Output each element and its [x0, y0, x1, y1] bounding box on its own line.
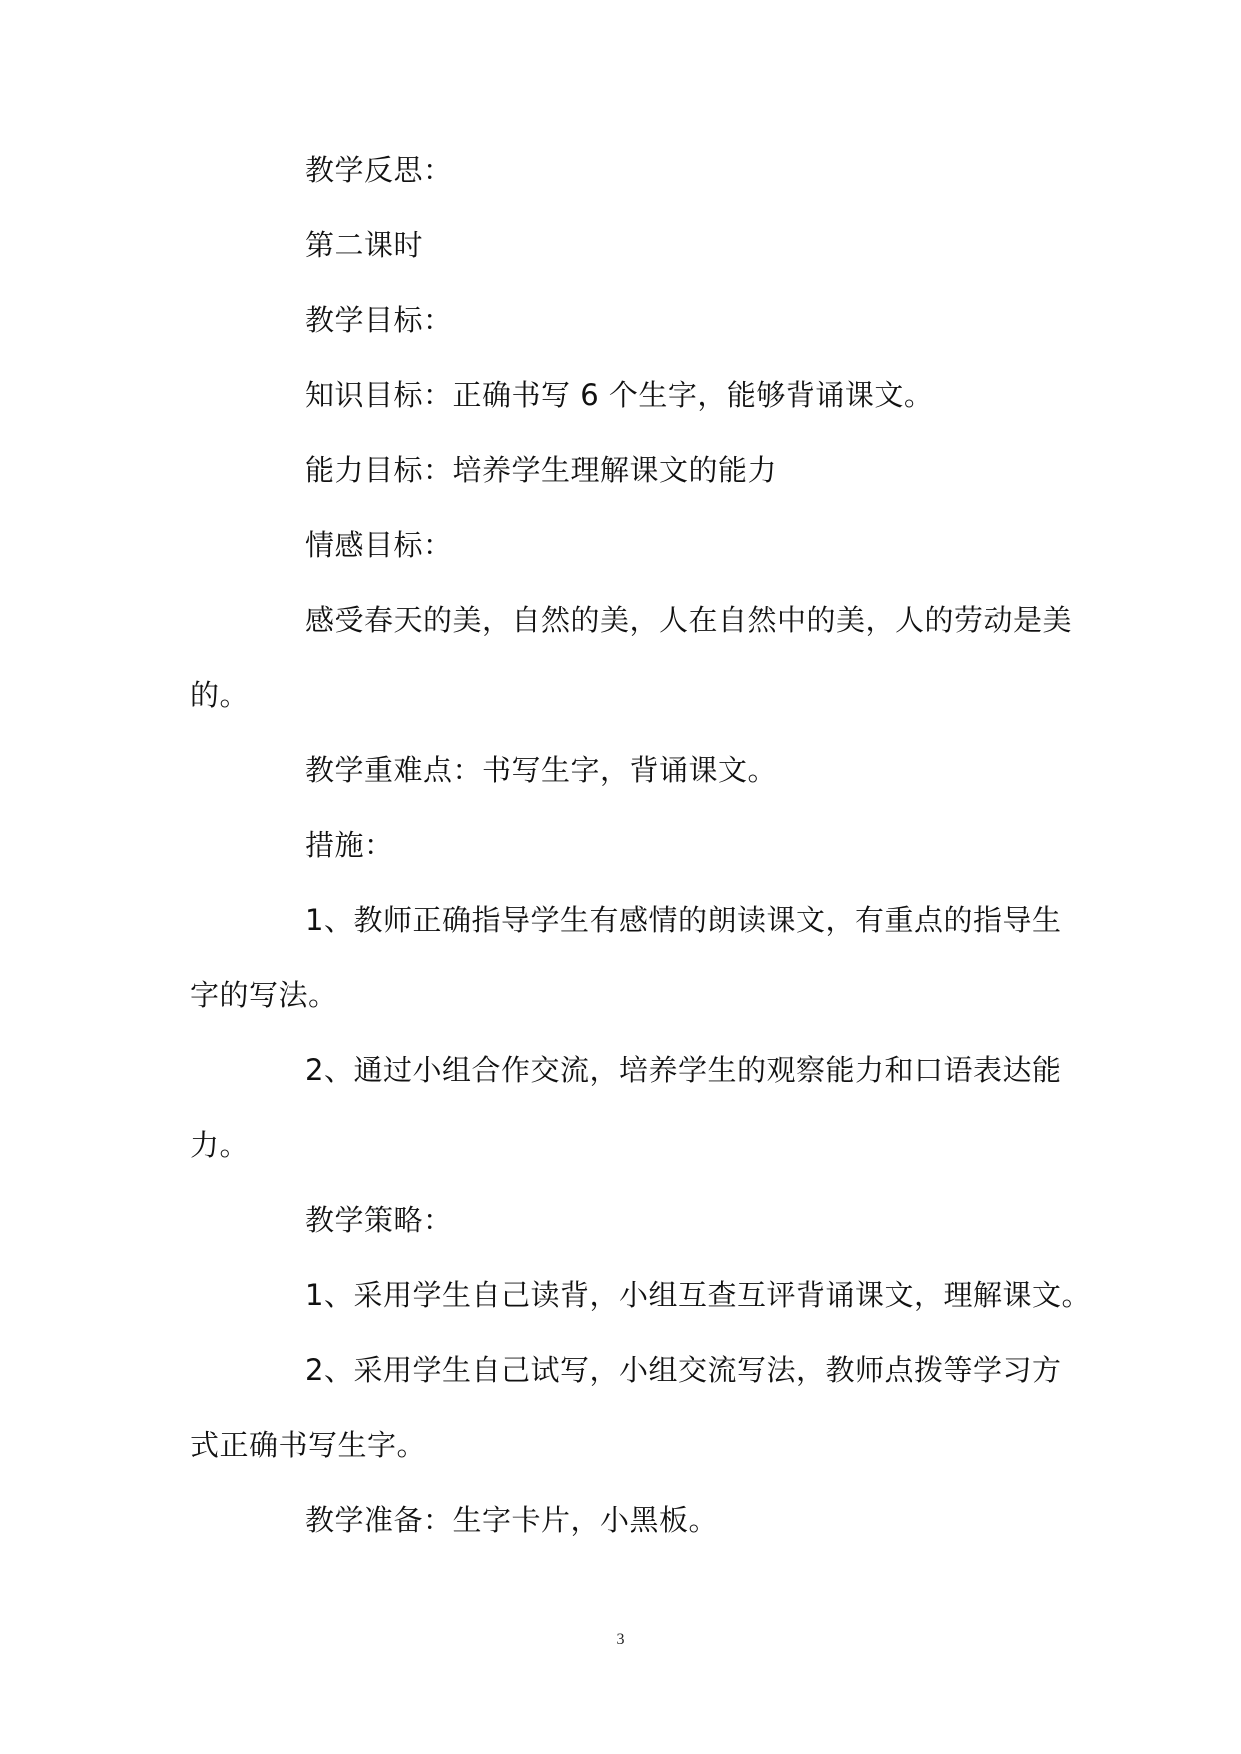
- measure-2-line-2: 力。: [190, 1128, 250, 1162]
- heading-second-lesson: 第二课时: [305, 228, 424, 262]
- measure-1-line-2: 字的写法。: [190, 978, 338, 1012]
- teaching-preparation-text: 教学准备：生字卡片，小黑板。: [305, 1503, 719, 1537]
- key-difficulties-text: 教学重难点：书写生字，背诵课文。: [305, 753, 778, 787]
- strategy-2-line-1: 2、采用学生自己试写，小组交流写法，教师点拨等学习方: [305, 1353, 1062, 1387]
- heading-emotional-goal: 情感目标：: [305, 528, 453, 562]
- emotional-goal-text-line-2: 的。: [190, 678, 250, 712]
- knowledge-goal-text: 知识目标：正确书写 6 个生字，能够背诵课文。: [305, 378, 934, 412]
- strategy-2-line-2: 式正确书写生字。: [190, 1428, 427, 1462]
- heading-teaching-strategy: 教学策略：: [305, 1203, 453, 1237]
- page-number: 3: [616, 1631, 625, 1648]
- ability-goal-text: 能力目标：培养学生理解课文的能力: [305, 453, 778, 487]
- measure-1-line-1: 1、教师正确指导学生有感情的朗读课文，有重点的指导生: [305, 903, 1062, 937]
- emotional-goal-text-line-1: 感受春天的美，自然的美，人在自然中的美，人的劳动是美: [305, 603, 1073, 637]
- heading-teaching-reflection: 教学反思：: [305, 153, 453, 187]
- strategy-1-text: 1、采用学生自己读背，小组互查互评背诵课文，理解课文。: [305, 1278, 1091, 1312]
- heading-measures: 措施：: [305, 828, 394, 862]
- measure-2-line-1: 2、通过小组合作交流，培养学生的观察能力和口语表达能: [305, 1053, 1062, 1087]
- heading-teaching-goals: 教学目标：: [305, 303, 453, 337]
